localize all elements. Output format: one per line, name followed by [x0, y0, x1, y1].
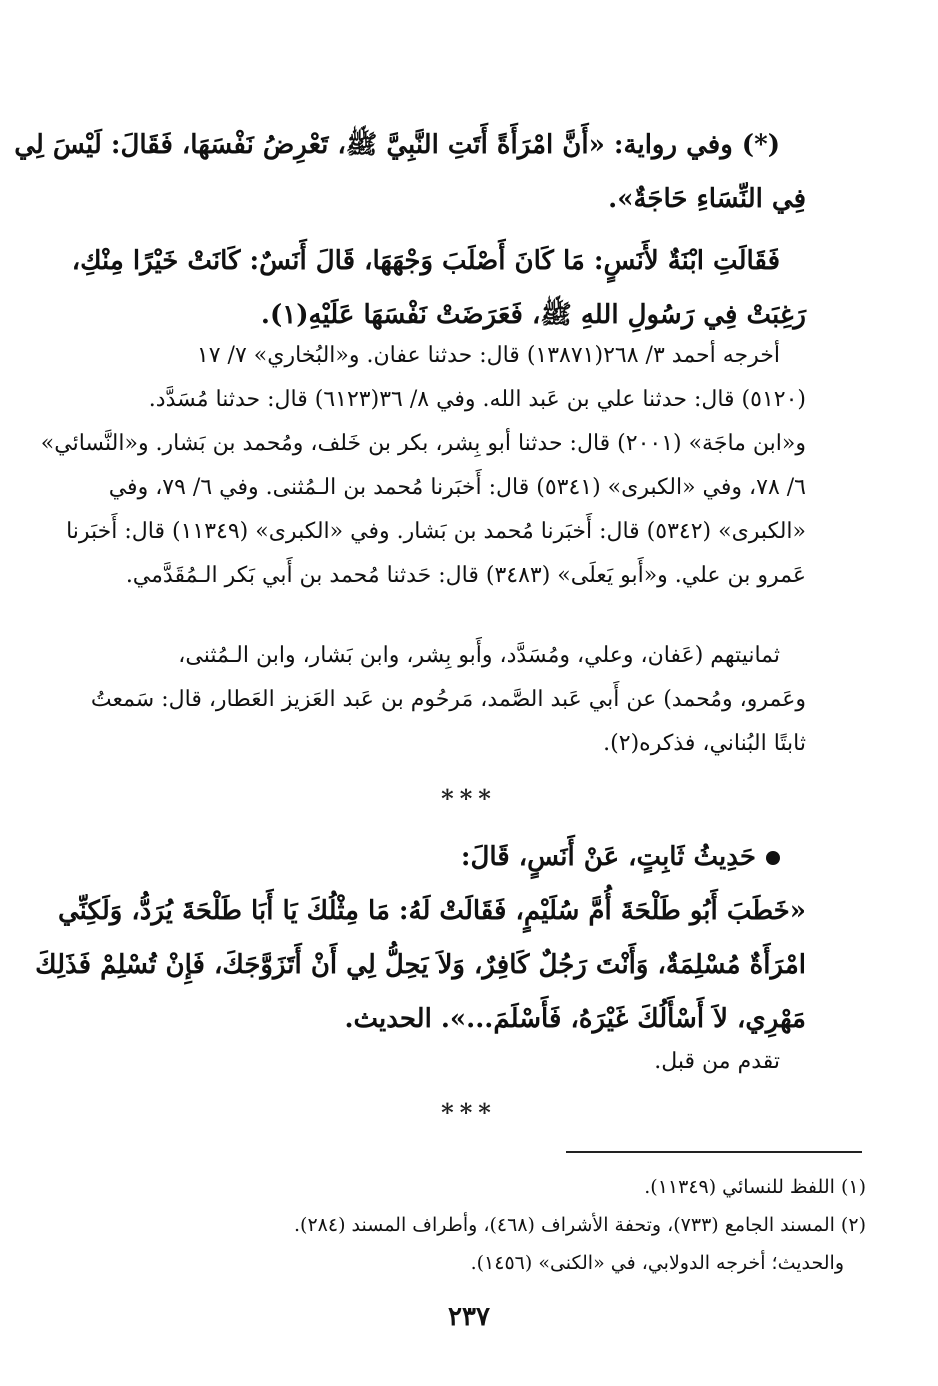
footnotes	[150, 1168, 866, 1282]
takhrij-line: ثمانيتهم (عَفان، وعلي، ومُسَدَّد، وأَبو بِشر، وابن بَشار، وابن الـمُثنى،	[178, 643, 780, 668]
note-line: تقدم من قبل.	[654, 1049, 780, 1074]
takhrij-line: أخرجه أحمد ٣/ ٢٦٨(١٣٨٧١) قال: حدثنا عفان. و«البُخاري» ٧/ ١٧	[196, 343, 780, 368]
footnote: (٢) المسند الجامع (٧٣٣)، وتحفة الأشراف (٤٦٨)، وأطراف المسند (٢٨٤).	[294, 1214, 866, 1236]
takhrij-line: ٦/ ٧٨، وفي «الكبرى» (٥٣٤١) قال: أَخبَرنا مُحمد بن الـمُثنى. وفي ٦/ ٧٩، وفي	[108, 475, 806, 500]
hadith-line: (*) وفي رواية: «أَنَّ امْرَأَةً أَتَتِ النَّبِيَّ ﷺ، تَعْرِضُ نَفْسَهَا، فَقَالَ: لَيْسَ لِي	[14, 130, 780, 160]
takhrij-line: وعَمرو، ومُحمد) عن أَبي عَبد الصَّمد، مَرحُوم بن عَبد العَزيز العَطار، قال: سَمعتُ	[90, 687, 806, 712]
footnote: (١) اللفظ للنسائي (١١٣٤٩).	[644, 1176, 866, 1198]
hadith-line: امْرَأَةٌ مُسْلِمَةٌ، وَأَنْتَ رَجُلٌ كَافِرٌ، وَلاَ يَحِلُّ لِي أَنْ أَتَزَوَّجَكَ، فَإِنْ تُسْلِمْ فَذَلِكَ	[35, 950, 806, 980]
takhrij-paragraph	[40, 334, 806, 598]
hadith-line: «خَطَبَ أَبُو طَلْحَةَ أُمَّ سُلَيْمٍ، فَقَالَتْ لَهُ: مَا مِثْلُكَ يَا أَبَا طَلْحَةَ يُرَدُّ، وَلَكِنِّي	[57, 896, 806, 926]
bullet-icon	[766, 851, 780, 865]
hadith-line: فِي النِّسَاءِ حَاجَةٌ».	[608, 184, 806, 214]
hadith-block	[35, 830, 806, 1046]
hadith-line: رَغِبَتْ فِي رَسُولِ اللهِ ﷺ، فَعَرَضَتْ نَفْسَهَا عَلَيْهِ(١).	[260, 300, 806, 330]
takhrij-line: (٥١٢٠) قال: حدثنا علي بن عَبد الله. وفي ٨/ ٣٦(٦١٢٣) قال: حدثنا مُسَدَّد.	[148, 387, 806, 412]
hadith-variant-block	[14, 118, 806, 226]
hadith-line: فَقَالَتِ ابْنَةٌ لأَنَسٍ: مَا كَانَ أَصْلَبَ وَجْهَهَا، قَالَ أَنَسٌ: كَانَتْ خَيْرًا مِنْكِ،	[71, 246, 780, 276]
takhrij-line: و«ابن ماجَة» (٢٠٠١) قال: حدثنا أبو بِشر، بكر بن خَلف، ومُحمد بن بَشار. و«النَّسائي»	[40, 431, 806, 456]
takhrij-line: عَمرو بن علي. و«أَبو يَعلَى» (٣٤٨٣) قال: حَدثنا مُحمد بن أَبي بَكر الـمُقَدَّمي.	[125, 563, 806, 588]
takhrij-line: ثابتًا البُناني، فذكره(٢).	[603, 731, 806, 756]
hadith-note	[128, 1040, 806, 1084]
hadith-header	[128, 830, 806, 884]
hadith-line: مَهْرِي، لاَ أَسْأَلُكَ غَيْرَهُ، فَأَسْلَمَ...». الحديث.	[344, 1004, 806, 1034]
takhrij-line: «الكبرى» (٥٣٤٢) قال: أَخبَرنا مُحمد بن بَشار. وفي «الكبرى» (١١٣٤٩) قال: أَخبَرنا	[66, 519, 806, 544]
hadith-header-text: حَدِيثُ ثَابِتٍ، عَنْ أَنَسٍ، قَالَ:	[460, 842, 756, 872]
footnote: والحديث؛ أخرجه الدولابي، في «الكنى» (١٤٥٦).	[470, 1252, 844, 1274]
narrators-paragraph	[90, 634, 806, 766]
hadith-continuation-block	[71, 234, 806, 342]
section-separator: ***	[441, 1098, 497, 1127]
section-separator: ***	[441, 784, 497, 813]
page-number: ٢٣٧	[448, 1302, 490, 1332]
footnote-divider	[566, 1151, 862, 1153]
